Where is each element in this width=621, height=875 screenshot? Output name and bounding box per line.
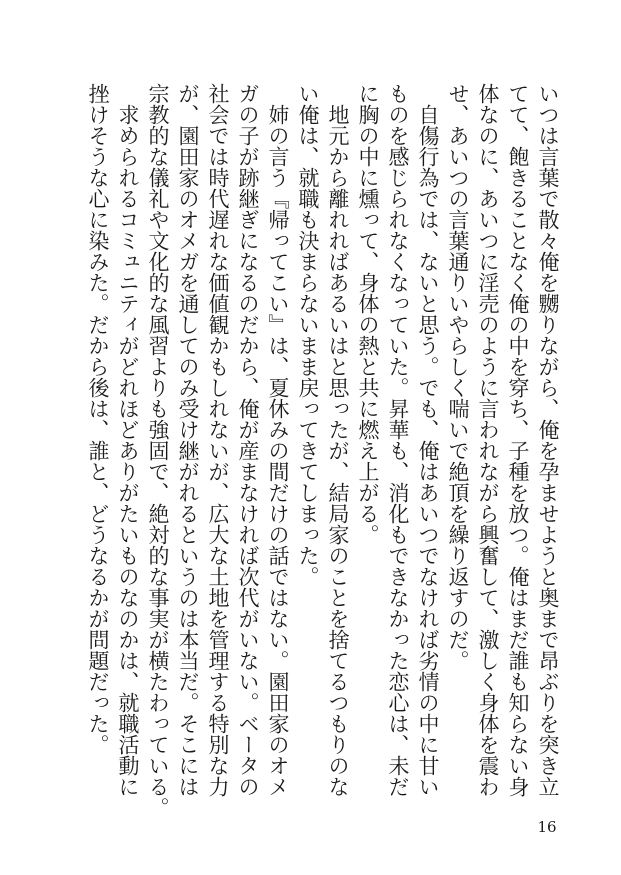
text-line: が、園田家のオメガを通してのみ受け継がれるというのは本当だ。そこには — [176, 83, 200, 797]
text-line: い俺は、就職も決まらないまま戻ってきてしまった。 — [296, 83, 320, 587]
text-line: てて、飽きることなく俺の中を穿ち、子種を放つ。俺はまだ誰も知らない身 — [506, 83, 530, 797]
text-line: 挫けそうな心に染みた。だから後は、誰と、どうなるかが問題だった。 — [86, 83, 110, 755]
text-line: 宗教的な儀礼や文化的な風習よりも強固で、絶対的な事実が横たわっている。 — [146, 83, 170, 818]
page-number: 16 — [537, 818, 557, 836]
text-line: いつは言葉で散々俺を嬲りながら、俺を孕ませようと奥まで昂ぶりを突き立 — [536, 83, 560, 797]
text-line: 体なのに、あいつに淫売のように言われながら興奮して、激しく身体を震わ — [476, 83, 500, 797]
text-line: ガの子が跡継ぎになるのだから、俺が産まなければ次代がいない。ベータの — [236, 83, 260, 797]
text-line: に胸の中に燻って、身体の熱と共に燃え上がる。 — [356, 83, 380, 545]
text-line: ものを感じられなくなっていた。昇華も、消化もできなかった恋心は、未だ — [386, 83, 410, 797]
text-line: 姉の言う『帰ってこい』は、夏休みの間だけの話ではない。園田家のオメ — [266, 83, 290, 797]
text-line: 自傷行為では、ないと思う。でも、俺はあいつでなければ劣情の中に甘い — [416, 83, 440, 797]
text-line: 求められるコミュニティがどれほどありがたいものなのかは、就職活動に — [116, 83, 140, 797]
text-line: せ、あいつの言葉通りいやらしく喘いで絶頂を繰り返すのだ。 — [446, 83, 470, 671]
text-line: 地元から離れればあるいはと思ったが、結局家のことを捨てるつもりのな — [326, 83, 350, 797]
text-line: 社会では時代遅れな価値観かもしれないが、広大な土地を管理する特別な力 — [206, 83, 230, 797]
body-text — [83, 83, 563, 833]
